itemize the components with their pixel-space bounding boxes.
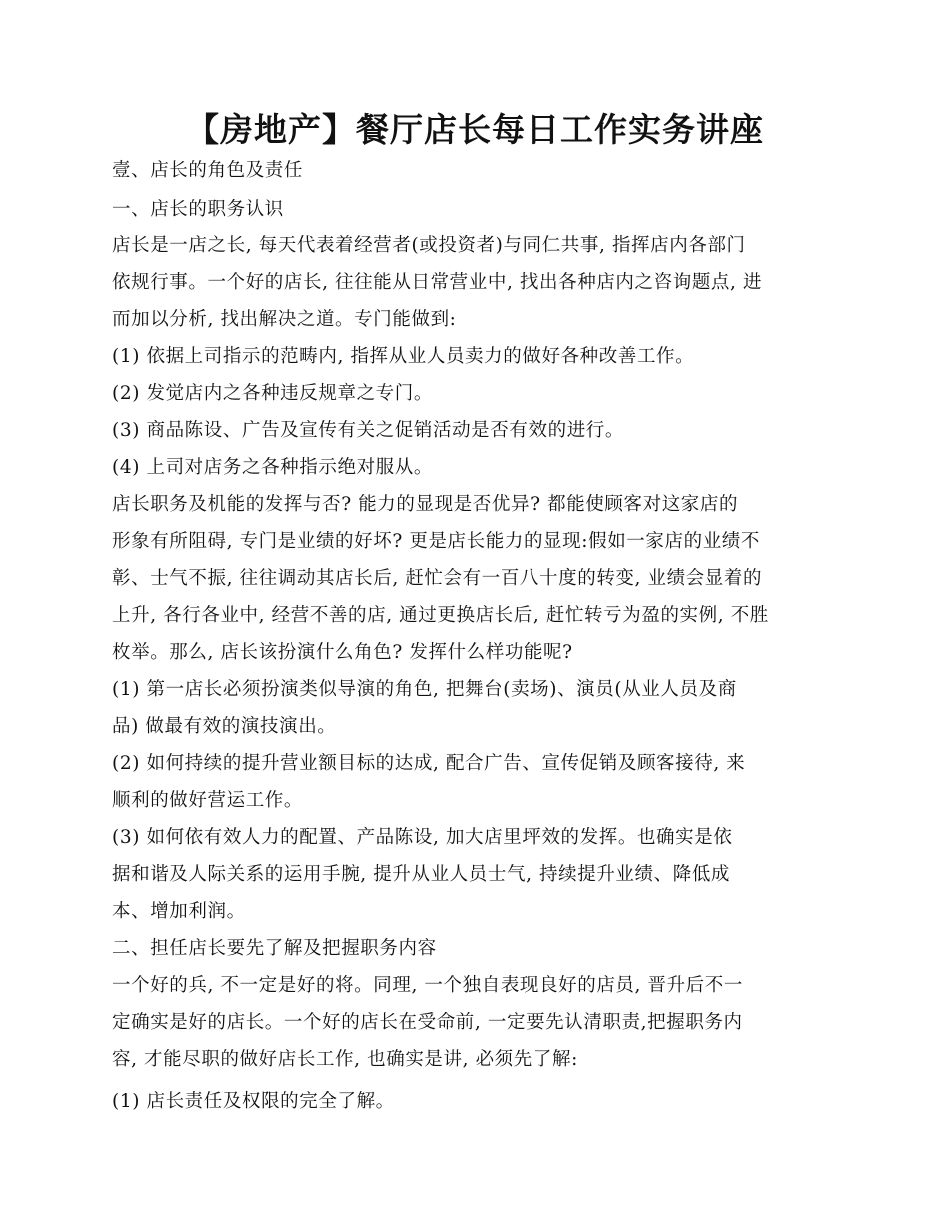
list-item-line: (3) 商品陈设、广告及宣传有关之促销活动是否有效的进行。 xyxy=(112,420,624,441)
paragraph-line: 枚举。那么, 店长该扮演什么角色? 发挥什么样功能呢? xyxy=(112,642,573,663)
list-item-line: (1) 依据上司指示的范畴内, 指挥从业人员卖力的做好各种改善工作。 xyxy=(112,346,695,367)
paragraph-line: 店长是一店之长, 每天代表着经营者(或投资者)与同仁共事, 指挥店内各部门 xyxy=(112,235,746,256)
list-item-line: (1) 第一店长必须扮演类似导演的角色, 把舞台(卖场)、演员(从业人员及商 xyxy=(112,679,737,700)
list-item-line: 据和谐及人际关系的运用手腕, 提升从业人员士气, 持续提升业绩、降低成 xyxy=(112,864,731,885)
subheading-2: 二、担任店长要先了解及把握职务内容 xyxy=(112,938,437,959)
paragraph-line: 形象有所阻碍, 专门是业绩的好坏? 更是店长能力的显现:假如一家店的业绩不 xyxy=(112,531,760,552)
heading-section-1: 壹、店长的角色及责任 xyxy=(112,160,304,181)
document-title: 【房地产】餐厅店长每日工作实务讲座 xyxy=(186,110,764,149)
paragraph-line: 彰、士气不振, 往往调动其店长后, 赶忙会有一百八十度的转变, 业绩会显着的 xyxy=(112,568,763,589)
list-item-line: (1) 店长责任及权限的完全了解。 xyxy=(112,1091,395,1112)
list-item-line: (2) 发觉店内之各种违反规章之专门。 xyxy=(112,383,433,404)
list-item-line: (3) 如何依有效人力的配置、产品陈设, 加大店里坪效的发挥。也确实是依 xyxy=(112,827,733,848)
paragraph-line: 容, 才能尽职的做好店长工作, 也确实是讲, 必须先了解: xyxy=(112,1049,578,1070)
list-item-line: (2) 如何持续的提升营业额目标的达成, 配合广告、宣传促销及顾客接待, 来 xyxy=(112,753,746,774)
list-item-line: 本、增加利润。 xyxy=(112,901,246,922)
paragraph-line: 依规行事。一个好的店长, 往往能从日常营业中, 找出各种店内之咨询题点, 进 xyxy=(112,272,763,293)
paragraph-line: 一个好的兵, 不一定是好的将。同理, 一个独自表现良好的店员, 晋升后不一 xyxy=(112,975,743,996)
paragraph-line: 上升, 各行各业中, 经营不善的店, 通过更换店长后, 赶忙转亏为盈的实例, 不胜 xyxy=(112,605,769,626)
paragraph-line: 定确实是好的店长。一个好的店长在受命前, 一定要先认清职责,把握职务内 xyxy=(112,1012,743,1033)
list-item-line: 品) 做最有效的演技演出。 xyxy=(112,716,337,737)
paragraph-line: 而加以分析, 找出解决之道。专门能做到: xyxy=(112,309,457,330)
list-item-line: (4) 上司对店务之各种指示绝对服从。 xyxy=(112,457,433,478)
list-item-line: 顺利的做好营运工作。 xyxy=(112,790,304,811)
paragraph-line: 店长职务及机能的发挥与否? 能力的显现是否优异? 都能使顾客对这家店的 xyxy=(112,494,739,515)
subheading-1: 一、店长的职务认识 xyxy=(112,199,284,220)
